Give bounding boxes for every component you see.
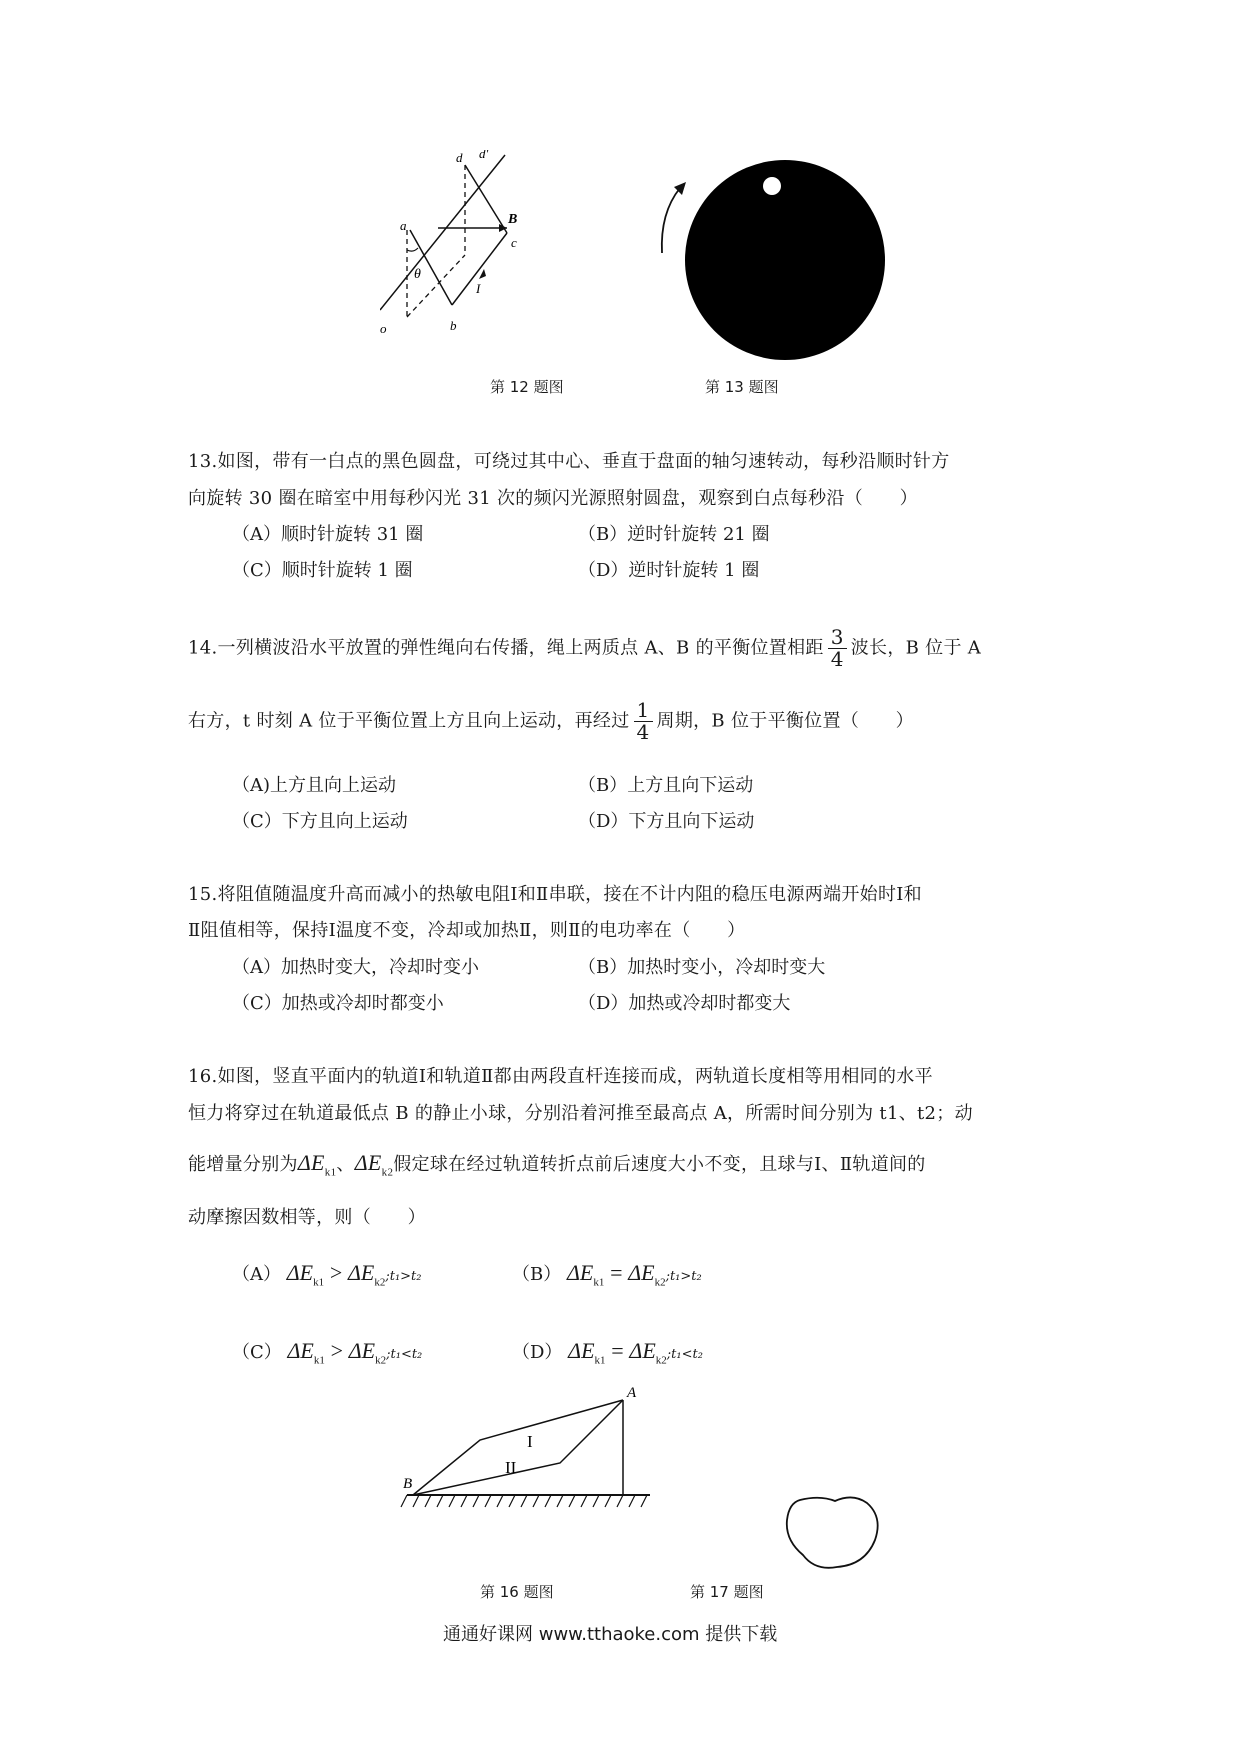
q14-line1-text-a: 14.一列横波沿水平放置的弹性绳向右传播，绳上两质点 A、B 的平衡位置相距 [188,637,824,659]
figure-16 [395,1385,655,1515]
figure-13 [650,158,890,368]
q16-d-relation: = [611,1338,624,1363]
q16-b-k2: k2 [654,1276,666,1289]
q16-a-k1: k1 [313,1276,325,1289]
q16-line4: 动摩擦因数相等，则（ ） [188,1207,426,1228]
q16-c-cond: ;t₁<t₂ [386,1347,423,1362]
q16-a-de1: ΔE [286,1260,314,1285]
delta-ek1 [297,1150,337,1179]
q16-d-de2: ΔE [629,1338,656,1363]
q15-option-a: （A）加热时变大，冷却时变小 [232,957,479,978]
q14-line2-text-a: 右方，t 时刻 A 位于平衡位置上方且向上运动，再经过 [188,710,630,732]
q16-sep: 、 [336,1154,355,1175]
fig12-label-B: B [508,212,518,227]
q16-option-c [232,1338,422,1366]
fig12-label-o: o [380,321,387,336]
q14-option-c: （C）下方且向上运动 [232,811,408,832]
q16-d-k1: k1 [594,1354,606,1367]
frac2-numerator: 1 [634,700,653,722]
delta-ek1-symbol: ΔE [297,1150,325,1175]
q16-b-cond: ;t₁>t₂ [665,1269,702,1284]
q16-b-k1: k1 [593,1276,605,1289]
q16-b-de1: ΔE [566,1260,594,1285]
q14-option-a: （A)上方且向上运动 [232,775,397,796]
fig12-caption: 第 12 题图 [490,378,564,396]
q14-line1-text-b: 波长，B 位于 A [850,637,982,659]
fig17-caption: 第 17 题图 [690,1583,764,1601]
fig12-label-theta: θ [414,267,421,282]
q16-a-relation: > [329,1260,343,1285]
q14-option-b: （B）上方且向下运动 [578,775,754,796]
q15-line1: 15.将阻值随温度升高而减小的热敏电阻Ⅰ和Ⅱ串联，接在不计内阻的稳压电源两端开始时Ⅰ和 [188,884,922,905]
q16-option-d [512,1338,703,1366]
fig16-caption: 第 16 题图 [480,1583,554,1601]
fig12-label-b: b [450,318,457,333]
q16-b-de2: ΔE [628,1260,655,1285]
figure-12 [380,150,580,360]
q16-option-c-label: （C） [232,1342,282,1363]
delta-ek2-sub: k2 [381,1166,394,1179]
q13-line2: 向旋转 30 圈在暗室中用每秒闪光 31 次的频闪光源照射圆盘，观察到白点每秒沿（ ） [188,488,918,509]
fig16-label-I: I [527,1432,533,1451]
q15-option-d: （D）加热或冷却时都变大 [578,993,791,1014]
frac1-numerator: 3 [828,627,847,649]
fig12-label-I: I [476,281,481,296]
q13-option-a: （A）顺时针旋转 31 圈 [232,524,424,545]
q14-line2 [188,700,914,743]
q16-c-de2: ΔE [348,1338,376,1363]
q16-c-de1: ΔE [287,1338,314,1363]
delta-ek2-symbol: ΔE [354,1150,382,1175]
q15-option-b: （B）加热时变小，冷却时变大 [578,957,826,978]
q14-option-d: （D）下方且向下运动 [578,811,755,832]
q16-option-b [512,1260,702,1288]
q16-line2: 恒力将穿过在轨道最低点 B 的静止小球，分别沿着河推至最高点 A，所需时间分别为 t1、t2；动 [188,1103,973,1124]
q16-d-k2: k2 [655,1354,667,1367]
fig12-label-c: c [511,235,517,250]
q16-option-a [232,1260,422,1288]
delta-ek1-sub: k1 [324,1166,337,1179]
q16-a-cond: ;t₁>t₂ [385,1269,422,1284]
fig16-label-II: II [505,1458,517,1477]
frac1-denominator: 4 [830,647,844,671]
q13-line1: 13.如图，带有一白点的黑色圆盘，可绕过其中心、垂直于盘面的轴匀速转动，每秒沿顺时针方 [188,451,950,472]
q16-option-b-label: （B） [512,1264,562,1285]
q16-a-de2: ΔE [347,1260,375,1285]
q16-line3-text-a: 能增量分别为 [188,1154,298,1175]
figure-17 [775,1495,895,1575]
q16-a-k2: k2 [374,1276,386,1289]
q16-d-de1: ΔE [568,1338,595,1363]
fig13-caption: 第 13 题图 [705,378,779,396]
fig12-label-d: d [456,150,463,165]
q14-line2-text-b: 周期，B 位于平衡位置（ ） [656,710,914,732]
fig16-label-A: A [627,1385,637,1401]
fraction-one-quarter [634,700,653,743]
q13-option-d: （D）逆时针旋转 1 圈 [578,560,760,581]
q16-d-cond: ;t₁<t₂ [666,1347,703,1362]
q16-option-d-label: （D） [512,1342,563,1363]
q16-line1: 16.如图，竖直平面内的轨道Ⅰ和轨道Ⅱ都由两段直杆连接而成，两轨道长度相等用相同的水平 [188,1066,933,1087]
fig12-label-a: a [400,218,407,233]
q16-c-k2: k2 [375,1354,387,1367]
delta-ek2 [354,1150,394,1179]
q15-line2: Ⅱ阻值相等，保持Ⅰ温度不变，冷却或加热Ⅱ，则Ⅱ的电功率在（ ） [188,920,746,941]
q16-line3-text-b: 假定球在经过轨道转折点前后速度大小不变，且球与Ⅰ、Ⅱ轨道间的 [393,1154,926,1175]
q15-option-c: （C）加热或冷却时都变小 [232,993,444,1014]
fraction-three-quarters [828,627,847,670]
q16-b-relation: = [610,1260,623,1285]
q14-line1 [188,627,981,670]
page-footer: 通通好课网 www.tthaoke.com 提供下载 [443,1624,778,1645]
q13-option-b: （B）逆时针旋转 21 圈 [578,524,770,545]
q16-line3 [188,1150,926,1178]
q16-c-k1: k1 [313,1354,325,1367]
fig16-label-B: B [403,1476,413,1492]
q16-option-a-label: （A） [232,1264,281,1285]
fig12-label-d-prime: d' [479,150,489,161]
q13-option-c: （C）顺时针旋转 1 圈 [232,560,413,581]
frac2-denominator: 4 [636,720,650,744]
q16-c-relation: > [330,1338,344,1363]
